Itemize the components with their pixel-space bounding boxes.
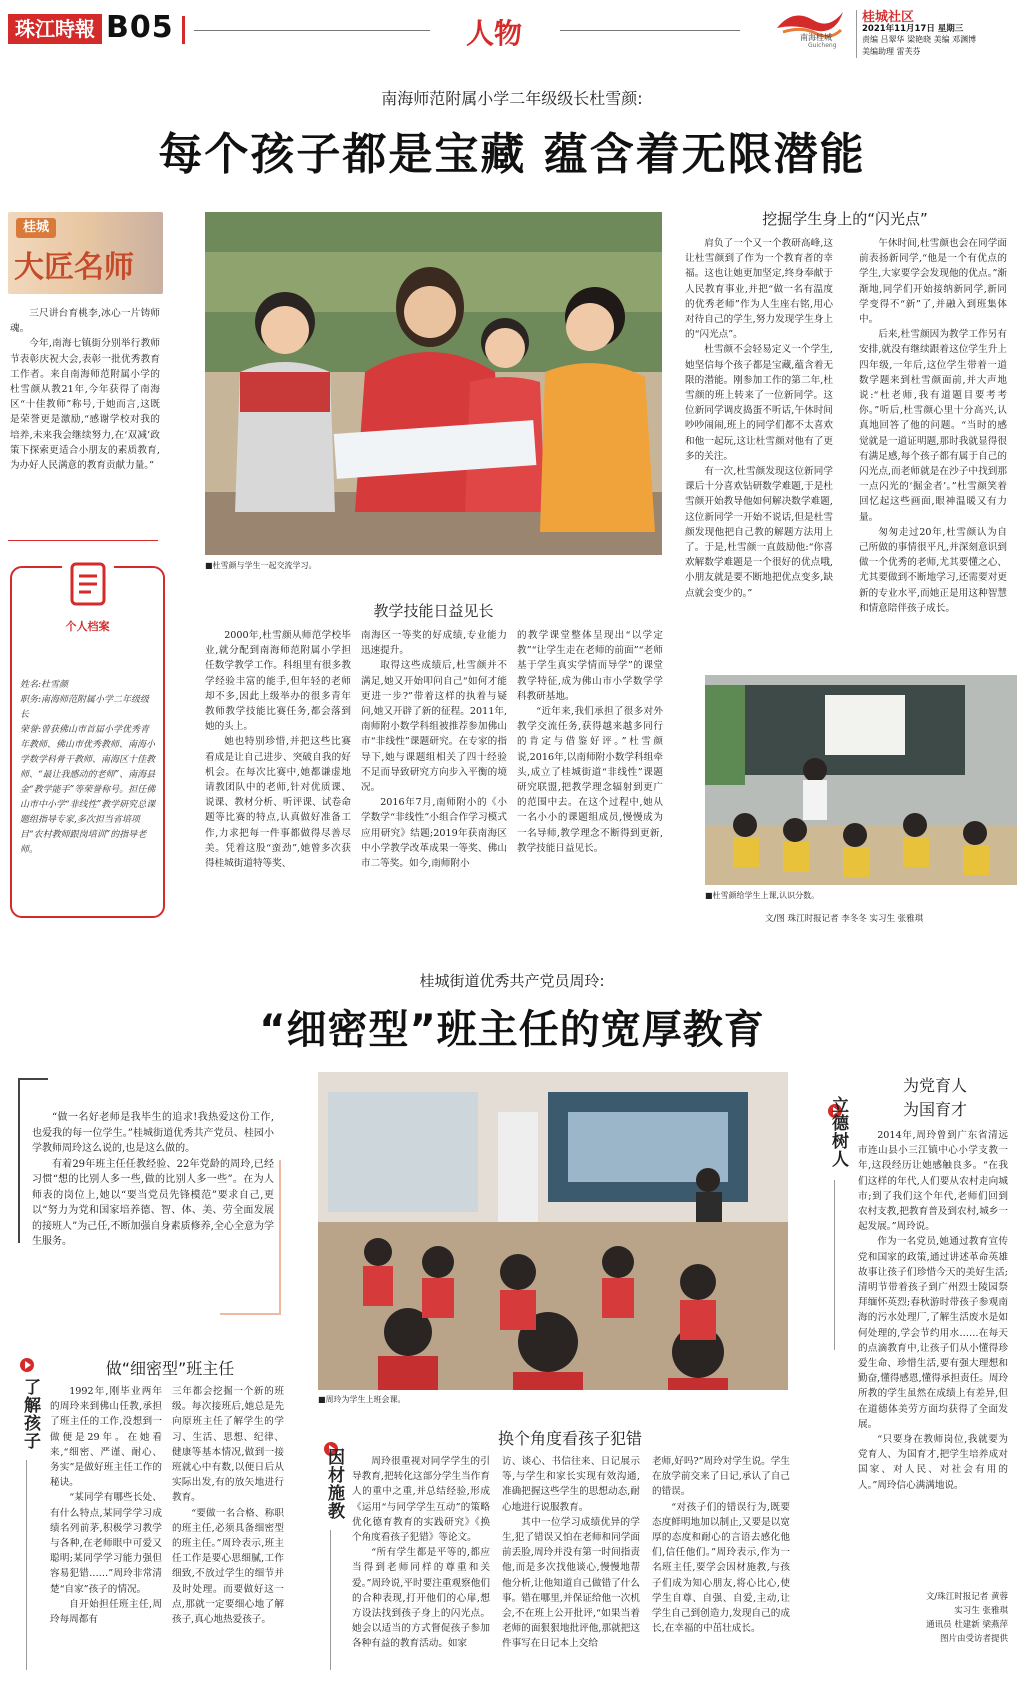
col-b2-p3: 匆匆走过20年,杜雪颜认为自己所做的事情很平凡,并深刻意识到做一个优秀的老师,尤其要懂之心、尤其要做到不断地学习,还需要对更新的专业水平,而她正是用这种智慧和情意陪伴孩子成长。 — [859, 526, 1007, 614]
story2-headline: “细密型”班主任的宽厚教育 — [259, 1007, 765, 1053]
col-a2-p2: 取得这些成绩后,杜雪颜并不满足,她又开始叩问自己“如何才能更进一步?”带着这样的执着与疑问,她又开辟了新的征程。2011年,南师附小数学科组被推荐参加佛山市“非线性”课题研究。在专家的指导下,她与课题组相关了四十经验不足而导致研究方向步入平衡的境况。 — [361, 660, 507, 794]
col-a2-p1: 南海区一等奖的好成绩,专业能力迅速提升。 — [361, 630, 507, 657]
col-1b-p2: “要做一名合格、称职的班主任,必须具备细密型的班主任。”周玲表示,班主任工作是要心思细腻,工作细致,不放过学生的细节并及时处理。而要做好这一点,那就一定要细心地了解孩子,真心地热爱孩子。 — [172, 1507, 284, 1626]
profile-name: 姓名:杜雪颜 — [20, 680, 69, 690]
col-a1 — [205, 628, 351, 871]
editor-line-2: 美编助理 雷芙芬 — [862, 47, 921, 56]
col-1a-p1: 1992年,刚毕业两年的周玲来到佛山任教,承担了班主任的工作,没想到一做便是29年。在她看来,“细密、严谨、耐心、务实”是做好班主任工作的秘诀。 — [50, 1386, 162, 1489]
side-rule-3 — [834, 1180, 835, 1350]
col-b1-p1: 肩负了一个又一个教研高峰,这让杜雪颜到了作为一个教育者的幸福。这也让她更加坚定,终身奉献于人民教育事业,并把“做一名有温度的优秀老师”作为人生座右铭,用心对待自己的学生,努力发现学生身上的“闪光点”。 — [685, 238, 833, 341]
side-label-understand: 了解孩子 — [20, 1378, 40, 1450]
profile-honor: 荣誉:曾获佛山市首届小学优秀青年教师、佛山市优秀教师、南海小学数学科骨干教师、南海区十佳教师、“最让我感动的老师”、南海县金“教学能手”等荣誉称号。担任佛山市中小学“非线性”教学研究总课题组指导专家,多次担当省培项目“农村教师跟岗培训”的指导老师。 — [20, 725, 156, 855]
col-a3-p1: 的教学课堂整体呈现出“以学定教”“让学生走在老师的前面”“老师基于学生真实学情而导学”的课堂教学特征,成为佛山市小学数学学科教研基地。 — [517, 630, 663, 702]
col-b2-p2: 后来,杜雪颜因为教学工作另有安排,就没有继续跟着这位学生升上四年级,一年后,这位学生带着一道数学题来到杜雪颜面前,并大声地说:“杜老师,我有道题目要考考你。”听后,杜雪颜心里十分高兴,认真地回答了他的问题。“当时的感觉就是一道证明题,那时我就显得很有满足感,每个孩子都有属于自己的闪光点,而老师就是在沙子中找到那一点闪光的‘掘金者’。”杜雪颜笑着回忆起这些画面,眼神温暖又有力量。 — [859, 329, 1007, 523]
side-label-morality: 立德树人 — [828, 1096, 848, 1168]
col-3-p1: 2014年,周玲曾到广东省清远市连山县小三江镇中心小学支教一年,这段经历让她感触良多。“在我们这样的年代,人们要从农村走向城市;到了我们这个年代,老师们回到农村支教,把教育普及到农村,城乡一起发展。”周玲说。 — [858, 1130, 1008, 1233]
section-title: 人物 — [466, 17, 523, 50]
credit-2: 实习生 张雅琪 — [954, 1606, 1008, 1616]
badge-bottom: 大匠名师 — [14, 250, 134, 285]
profile-body — [20, 678, 158, 858]
col-a3 — [517, 628, 663, 856]
issue-date: 2021年11月17日 星期三 — [862, 24, 964, 34]
col-2c-p1: 老师,好吗?”周玲对学生说。学生在放学前交来了日记,承认了自己的错误。 — [652, 1456, 790, 1498]
col-1a-p2: “某同学有哪些长处、有什么特点,某同学学习成绩名列前茅,积极学习教学与各种,在老师眼中可爱又聪明;某同学学习能力强但容易犯错……”周玲非常清楚“自家”孩子的情况。 — [50, 1492, 162, 1595]
story2-credits — [858, 1590, 1008, 1646]
profile-job: 职务:南海师范附属小学二年级级长 — [20, 695, 150, 720]
photo2-caption: ■杜雪颜给学生上课,认识分数。 — [705, 891, 820, 900]
photo1-caption: ■杜雪颜与学生一起交流学习。 — [205, 561, 317, 570]
profile-icon — [62, 558, 114, 616]
col-1a — [50, 1384, 162, 1679]
story2-lead — [32, 1110, 274, 1250]
col-2b — [502, 1454, 640, 1679]
story2-kicker: 桂城街道优秀共产党员周玲: — [419, 972, 605, 990]
story2-lead-p2: 有着29年班主任任教经验、22年党龄的周玲,已经习惯“想的比别人多一些,做的比别人多一些”。在为人师表的岗位上,她以“要当党员先锋模范”要求自己,更以“努力为党和国家培养德、智、体、美、劳全面发展的接班人”为己任,不断加强自身素质修养,全心全意为学生服务。 — [32, 1158, 274, 1247]
logo-en: Guicheng — [808, 42, 837, 49]
story1-lead — [10, 306, 160, 473]
lead-rule — [8, 540, 158, 541]
side-rule-2 — [330, 1530, 331, 1670]
side-rule-1 — [26, 1460, 27, 1670]
col-2c-p2: “对孩子们的错误行为,既要态度鲜明地加以制止,又要是以宽厚的态度和耐心的言语去感化他们,信任他们。”周玲表示,作为一名班主任,要学会因材施教,与孩子们成为知心朋友,将心比心,使学生自尊、自强、自爱,主动,让学生自己到创造力,发现自己的成长,在幸福的中茁壮成长。 — [652, 1501, 790, 1635]
story1-byline: 文/图 珠江时报记者 李冬冬 实习生 张雅琪 — [765, 914, 924, 924]
col-b1-p3: 有一次,杜雪颜发现这位新同学课后十分喜欢钻研数学难题,于是杜雪颜开始教导他如何解决数学难题,这位新同学一开始不说话,但是杜雪颜发现他把自己教的解题方法用上了。于是,杜雪颜一直鼓励他:“你喜欢解数学难题是一个很好的优点哦,小朋友就是要不断地把优点变多,缺点就会变少的。” — [685, 466, 833, 599]
col-2a-p2: “所有学生都是平等的,都应当得到老师同样的尊重和关爱。”周玲说,平时要注重观察他们的合种表现,打开他们的心扉,想方设法找到孩子身上的闪光点。她会以适当的方式督促孩子参加各种有益的教育活动。如家 — [352, 1547, 490, 1650]
section-cultivate — [860, 1074, 1010, 1122]
section-3-line-1: 为党育人 — [902, 1076, 967, 1095]
lead-bracket-left — [18, 1078, 20, 1243]
col-a2 — [361, 628, 507, 871]
lead-para-2: 今年,南海七镇街分别举行教师节表彰庆祝大会,表彰一批优秀教育工作者。来自南海师范附属小学的杜雪颜从教21年,今年获得了南海区“十佳教师”称号,于她而言,这既是荣誉更是激励,“感谢学校对我的培养,未来我会继续努力,在‘双减’政策下探索更适合小朋友的素质教育,为办好人民满意的教育贡献力量。” — [10, 338, 160, 472]
col-b1-p2: 杜雪颜不会轻易定义一个学生,她坚信每个孩子都是宝藏,蕴含着无限的潜能。刚参加工作的第二年,杜雪颜的班上转来了一位新同学。这位新同学调皮捣蛋不听话,午休时间吵吵闹闹,班上的同学们都不太喜欢和他一起玩,这让杜雪颜对他有了更多的关注。 — [685, 344, 833, 462]
lead-bracket-right — [279, 1160, 281, 1315]
side-label-tailored: 因材施教 — [324, 1448, 344, 1520]
header-divider — [182, 16, 185, 44]
col-2b-p2: 其中一位学习成绩优异的学生,犯了错误又怕在老师和同学面前丢脸,周玲并没有第一时间指责他,而是多次找他谈心,慢慢地帮他分析,让他知道自己做错了什么事。错在哪里,并保证给他一次机会,不在班上公开批评,“如果当着老师的面狠狠地批评他,那就把这件事写在日记本上交给 — [502, 1516, 640, 1650]
logo-text: 南海桂城 — [800, 33, 832, 42]
photo-class-meeting — [318, 1072, 788, 1390]
photo-teacher-students-reading — [205, 212, 662, 555]
header-rule-right — [560, 30, 740, 31]
credit-4: 图片由受访者提供 — [939, 1634, 1008, 1644]
story1-headline: 每个孩子都是宝藏 蕴含着无限潜能 — [158, 129, 866, 180]
col-a3-p2: “近年来,我们承担了很多对外教学交流任务,获得越来越多同行的肯定与借鉴好评。”杜雪颜说,2016年,以南师附小数学科组牵头,成立了桂城街道“非线性”课题研究联盟,把教学理念辐射到更广的范围中去。在这个过程中,她从一名小小的课题组成员,慢慢成为一名导师,教学理念不断得到更新,教学技能日益见长。 — [517, 706, 663, 854]
photo-classroom-fractions — [705, 675, 1017, 885]
lead-bracket-top — [18, 1078, 48, 1080]
photo3-caption: ■周玲为学生上班会课。 — [318, 1395, 406, 1404]
col-2a-p1: 周玲很重视对同学学生的引导教育,把转化这部分学生当作育人的重中之重,并总结经验,形成《运用“与同学学生互动”的策略优化德育教育的实践研究》《换个角度看孩子犯错》等论文。 — [352, 1456, 490, 1544]
col-2c — [652, 1454, 790, 1679]
lead-bracket-bottom — [220, 1313, 281, 1315]
profile-box — [10, 566, 165, 918]
newspaper-logo: 珠江時報 — [8, 14, 102, 44]
section-teaching-skills: 教学技能日益见长 — [373, 602, 494, 620]
badge-top: 桂城 — [16, 218, 56, 238]
col-a2-p3: 2016年7月,南师附小的《小学数学“非线性”小组合作学习模式应用研究》结题;2019年获南海区中小学教学改革成果一等奖、佛山市二等奖。如今,南师附小 — [361, 797, 507, 870]
section-3-line-2: 为国育才 — [902, 1100, 967, 1119]
col-3-p2: 作为一名党员,她通过教育宣传党和国家的政策,通过讲述革命英雄故事让孩子们珍惜今天的美好生活;清明节带着孩子到广州烈士陵园祭拜缅怀英烈;春秋游时带孩子参观南海的污水处理厂,了解生活废水是如何处理的,学会节约用水……在每天的点滴教育中,让孩子们从小懂得珍爱生命、珍惜生活,要有强大理想和勤奋,懂得感恩,懂得承担责任。周玲所教的学生虽然在成绩上有差异,但在道德体美劳方面均获得了全面发展。 — [858, 1236, 1008, 1430]
col-b2-p1: 午休时间,杜雪颜也会在同学面前表扬新同学,“他是一个有优点的学生,大家要学会发现他的优点。”渐渐地,同学们开始接纳新同学,新同学变得不“新”了,并融入到班集体中。 — [859, 238, 1007, 326]
col-a1-p2: 她也特别珍惜,并把这些比赛看成是让自己进步、突破自我的好机会。在每次比赛中,她都谦虚地请教团队中的老师,针对优质课、说课、教材分析、听评课、试卷命题等比赛的特点,认真做好准备工作,力求把每一件事都做得尽善尽美。凭着这股“蛮劲”,她曾多次获得桂城街道特等奖、 — [205, 736, 351, 870]
section-fine-type: 做“细密型”班主任 — [105, 1359, 235, 1378]
col-b1 — [685, 236, 833, 666]
master-teacher-badge — [8, 212, 163, 294]
col-3-p3: “只要身在教师岗位,我就要为党育人、为国育才,把学生培养成对国家、对人民、对社会有用的人。”周玲信心满满地说。 — [858, 1434, 1008, 1491]
col-3 — [858, 1128, 1008, 1548]
editor-line-1: 责编 吕翠华 梁艳晓 美编 邓渊博 — [862, 35, 977, 44]
story1-kicker: 南海师范附属小学二年级级长杜雪颜: — [381, 89, 643, 108]
story2-lead-p1: “做一名好老师是我毕生的追求!我热爱这份工作,也爱我的每一位学生。”桂城街道优秀共产党员、桂园小学教师周玲这么说的,也是这么做的。 — [32, 1112, 274, 1154]
section-see-mistakes: 换个角度看孩子犯错 — [497, 1429, 642, 1448]
col-2b-p1: 访、谈心、书信往来、日记展示等,与学生和家长实现有效沟通,准确把握这些学生的思想动态,耐心地进行说服教育。 — [502, 1456, 640, 1513]
header-rule-left — [194, 30, 430, 31]
col-b2 — [859, 236, 1007, 666]
section-shining-points: 挖掘学生身上的“闪光点” — [762, 210, 928, 228]
lead-para-1: 三尺讲台育桃李,冰心一片铸师魂。 — [10, 308, 160, 335]
col-1a-p3: 自开始担任班主任,周玲每周都有 — [50, 1598, 162, 1626]
col-1b-p1: 三年都会挖掘一个新的班级。每次接班后,她总是先向原班主任了解学生的学习、生活、思想、纪律、健康等基本情况,做到一接班就心中有数,以便日后从实际出发,有的放矢地进行教育。 — [172, 1386, 284, 1504]
credit-3: 通讯员 杜建新 梁燕萍 — [926, 1620, 1008, 1630]
page-number: B05 — [106, 10, 174, 45]
profile-title: 个人档案 — [65, 620, 110, 633]
header-divider-2 — [856, 10, 857, 58]
credit-1: 文/珠江时报记者 黄蓉 — [925, 1592, 1008, 1602]
column-title: 桂城社区 — [862, 10, 915, 25]
col-a1-p1: 2000年,杜雪颜从师范学校毕业,就分配到南海师范附属小学担任数学教学工作。科组里有很多教学经验丰富的能手,但年轻的老师却不多,因此上级举办的很多青年教师教学技能比赛任务,都会落到她的头上。 — [205, 630, 351, 733]
bullet-icon-1 — [20, 1358, 34, 1372]
col-2a — [352, 1454, 490, 1679]
col-1b — [172, 1384, 284, 1679]
